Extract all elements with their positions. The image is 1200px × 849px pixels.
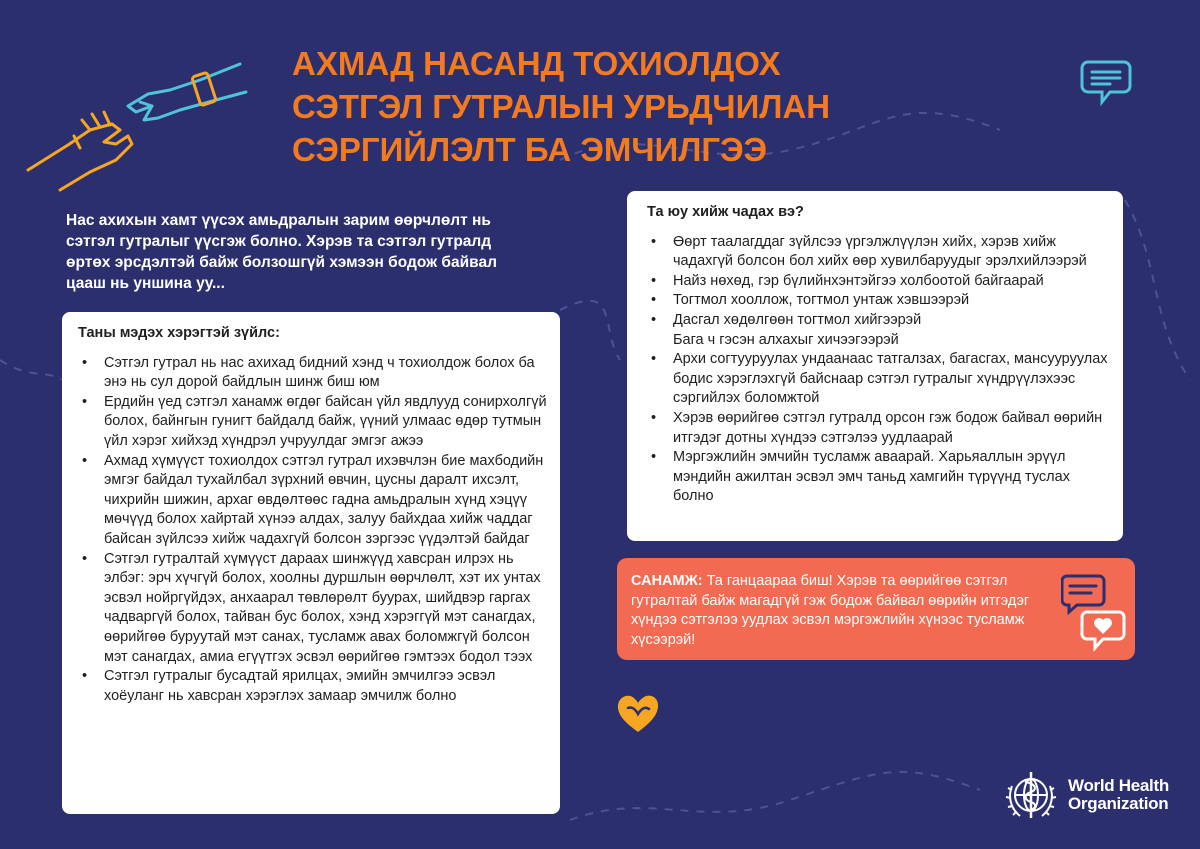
who-line-1: World Health — [1068, 776, 1169, 795]
know-item: • Ердийн үед сэтгэл ханамж өгдөг байсан үйл явдлууд сонирхолгүй болох, байнгын гунигт байдалд байж, үүний улмаас өдөр тутмын үйл хэрэг хийхэд хүндрэл учруулдаг эмгэг ажээ — [78, 393, 548, 452]
know-list — [78, 354, 548, 707]
know-item: • Ахмад хүмүүст тохиолдох сэтгэл гутрал ихэвчлэн бие махбодийн эмгэг байдал тухайлбал зүрхний өвчин, цусны даралт ихсэлт, чихрийн шижин, архаг өвдөлтөөс гадна амьдралын хүнд хэцүү мөчүүд болох хайртай хүнээ алдах, залуу байхдаа хийж чаддаг байсан зүйлсээ хийж чадахгүй болсон зэргээс үүдэлтэй байдаг — [78, 452, 548, 550]
do-list — [647, 233, 1109, 507]
reminder-text: Та ганцаараа биш! Хэрэв та өөрийгөө сэтгэл гутралтай байж магадгүй гэж бодож байвал өөрийн итгэдэг хүндээ сэтгэлээ уудлах эсвэл мэргэжлийн хүнээс тусламж хүсээрэй! — [631, 573, 1030, 648]
who-wordmark — [1068, 777, 1169, 813]
know-item: • Сэтгэл гутралыг бусадтай ярилцах, эмийн эмчилгээ эсвэл хоёуланг нь хавсран хэрэглэх замаар эмчилж болно — [78, 667, 548, 706]
who-logo — [1002, 766, 1169, 824]
do-item: • Дасгал хөдөлгөөн тогтмол хийгээрэй Бага ч гэсэн алхахыг хичээгээрэй — [647, 311, 1109, 350]
who-emblem-icon — [1002, 766, 1060, 824]
heart-icon — [614, 690, 662, 736]
do-item: • Найз нөхөд, гэр бүлийнхэнтэйгээ холбоотой байгаарай — [647, 272, 1109, 292]
who-line-2: Organization — [1068, 794, 1169, 813]
intro-text: Нас ахихын хамт үүсэх амьдралын зарим өөрчлөлт нь сэтгэл гутралыг үүсгэж болно. Хэрэв та сэтгэл гутралд өртөх эрсдэлтэй байж болзошгүй хэмээн бодож байвал цааш нь уншина уу... — [66, 212, 497, 292]
know-item: • Сэтгэл гутралтай хүмүүст дараах шинжүүд хавсран илрэх нь элбэг: эрч хүчгүй болох, хоолны дуршлын өөрчлөлт, хэт их унтах эсвэл нойргүйдэх, анхаарал төвлөрөлт буурах, шийдвэр гаргах чадваргүй болох, тайван бус болох, хэнд хэрэггүй мэт санагдах, өөрийгөө буруутай мэт санах, тусламж авах боломжгүй болсон мэт санагдах, амиа егүүтгэх эсвэл өөрийгөө гэмтээх бодол тээх — [78, 550, 548, 668]
speech-bubbles-icon — [1061, 572, 1127, 652]
reminder-box — [617, 558, 1135, 660]
page-title — [292, 42, 830, 171]
do-item: • Архи согтууруулах ундаанаас татгалзах, багасгах, мансууруулах бодис хэрэглэхгүй байснаар сэтгэл гутралыг хүндрүүлэхээс сэргийлэх боломжтой — [647, 350, 1109, 409]
chat-bubble-icon — [1080, 56, 1132, 108]
know-item: • Сэтгэл гутрал нь нас ахихад бидний хэнд ч тохиолдож болох ба энэ нь сул дорой байдлын шинж биш юм — [78, 354, 548, 393]
title-line-1: АХМАД НАСАНД ТОХИОЛДОХ — [292, 45, 781, 82]
know-card — [62, 312, 560, 814]
title-line-2: СЭТГЭЛ ГУТРАЛЫН УРЬДЧИЛАН — [292, 88, 831, 125]
title-line-3: СЭРГИЙЛЭЛТ БА ЭМЧИЛГЭЭ — [292, 131, 768, 168]
do-item: • Хэрэв өөрийгөө сэтгэл гутралд орсон гэж бодож байвал өөрийн итгэдэг дотны хүндээ сэтгэлээ уудлаарай — [647, 409, 1109, 448]
reminder-label: САНАМЖ: — [631, 573, 703, 589]
do-card — [627, 191, 1123, 541]
hands-reaching-icon — [20, 40, 250, 200]
know-heading: Таны мэдэх хэрэгтэй зүйлс: — [78, 325, 280, 341]
do-item: • Мэргэжлийн эмчийн тусламж аваарай. Харьяаллын эрүүл мэндийн ажилтан эсвэл эмч таньд хамгийн түрүүнд туслах болно — [647, 448, 1109, 507]
do-item: • Тогтмол хооллож, тогтмол унтаж хэвшээрэй — [647, 291, 1109, 311]
do-heading: Та юу хийж чадах вэ? — [647, 204, 804, 220]
do-item: • Өөрт таалагддаг зүйлсээ үргэлжлүүлэн хийх, хэрэв хийж чадахгүй болсон бол хийх өөр хувилбаруудыг эрэлхийлээрэй — [647, 233, 1109, 272]
